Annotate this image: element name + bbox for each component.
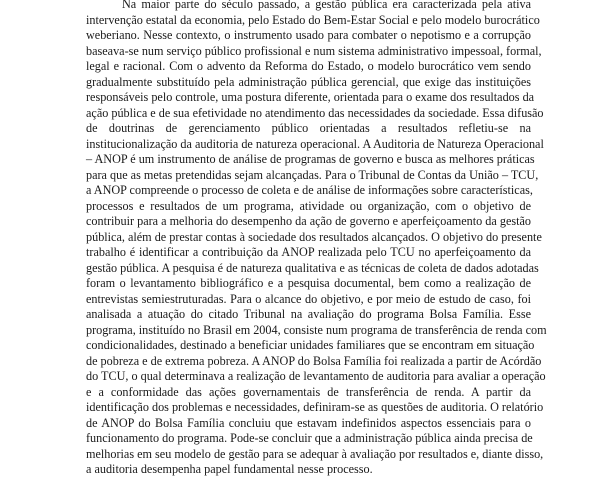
- text-line: processos e resultados de um programa, atividade ou organização, com o objetivo de: [86, 198, 531, 213]
- text-line: de ANOP do Bolsa Família concluiu que estavam indefinidos aspectos essenciais para o: [86, 415, 531, 430]
- text-line: condicionalidades, destinado a beneficiar unidades familiares que se encontram em situação: [86, 338, 535, 352]
- text-line: funcionamento do programa. Pode-se concluir que a administração pública ainda precisa de: [86, 431, 533, 445]
- text-line: a auditoria desempenha papel fundamental nesse processo.: [86, 462, 373, 476]
- text-line: contribuir para a melhoria do desempenho da ação de governo e aperfeiçoamento da gestão: [86, 214, 531, 228]
- text-line: legal e racional. Com o advento da Reforma do Estado, o modelo burocrático vem sendo: [86, 59, 531, 73]
- text-line: gradualmente substituído pela administração pública gerencial, que exige das instituições: [86, 74, 531, 89]
- text-line: Na maior parte do século passado, a gestão pública era caracterizada pela ativa: [122, 0, 531, 11]
- text-line: pública, além de prestar contas à sociedade dos resultados alcançados. O objetivo do presente: [86, 229, 542, 244]
- text-line: a ANOP compreende o processo de coleta e de análise de informações sobre características,: [86, 183, 533, 197]
- text-line: do TCU, o qual determinava a realização de levantamento de auditoria para avaliar a operação: [86, 369, 546, 383]
- text-line: baseava-se num serviço público profissional e num sistema administrativo impessoal, formal,: [86, 43, 542, 58]
- text-line: e a conformidade das ações governamentais de transferência de renda. A partir da: [86, 384, 531, 399]
- text-line: intervenção estatal da economia, pelo Estado do Bem-Estar Social e pelo modelo burocrático: [86, 12, 540, 27]
- text-line: programa, instituído no Brasil em 2004, consiste num programa de transferência de renda com: [86, 322, 547, 337]
- text-line: de pobreza e de extrema pobreza. A ANOP do Bolsa Família foi realizada a partir de Acórdão: [86, 353, 542, 368]
- text-line: identificação dos problemas e necessidades, definiram-se as questões de auditoria. O relatório: [86, 400, 544, 414]
- text-line: – ANOP é um instrumento de análise de programas de governo e busca as melhores práticas: [86, 152, 535, 166]
- text-line: institucionalização da auditoria de natureza operacional. A Auditoria de Natureza Operacional: [86, 136, 544, 151]
- text-line: foram o levantamento bibliográfico e a pesquisa documental, bem como a realização de: [86, 276, 531, 290]
- text-line: melhorias em seu modelo de gestão para se adequar à avaliação por resultados e, diante disso,: [86, 446, 544, 461]
- abstract-paragraph: [86, 0, 547, 478]
- text-line: weberiano. Nesse contexto, o instrumento usado para combater o nepotismo e a corrupção: [86, 28, 531, 42]
- text-line: entrevistas semiestruturadas. Para o alcance do objetivo, e por meio de estudo de caso, foi: [86, 291, 531, 306]
- text-line: trabalho é identificar a contribuição da ANOP realizada pelo TCU no aperfeiçoamento da: [86, 245, 531, 259]
- text-line: gestão pública. A pesquisa é de natureza qualitativa e as técnicas de coleta de dados adotadas: [86, 260, 539, 275]
- text-line: de doutrinas de gerenciamento público orientadas a resultados refletiu-se na: [86, 121, 531, 135]
- text-line: para que as metas pretendidas sejam alcançadas. Para o Tribunal de Contas da União – TCU,: [86, 167, 539, 182]
- text-line: ação pública e de sua efetividade no atendimento das necessidades da sociedade. Essa difusão: [86, 105, 544, 120]
- text-line: responsáveis pelo controle, uma postura diferente, orientada para o exame dos resultados da: [86, 90, 535, 104]
- text-line: analisada a atuação do citado Tribunal na avaliação do programa Bolsa Família. Esse: [86, 307, 531, 321]
